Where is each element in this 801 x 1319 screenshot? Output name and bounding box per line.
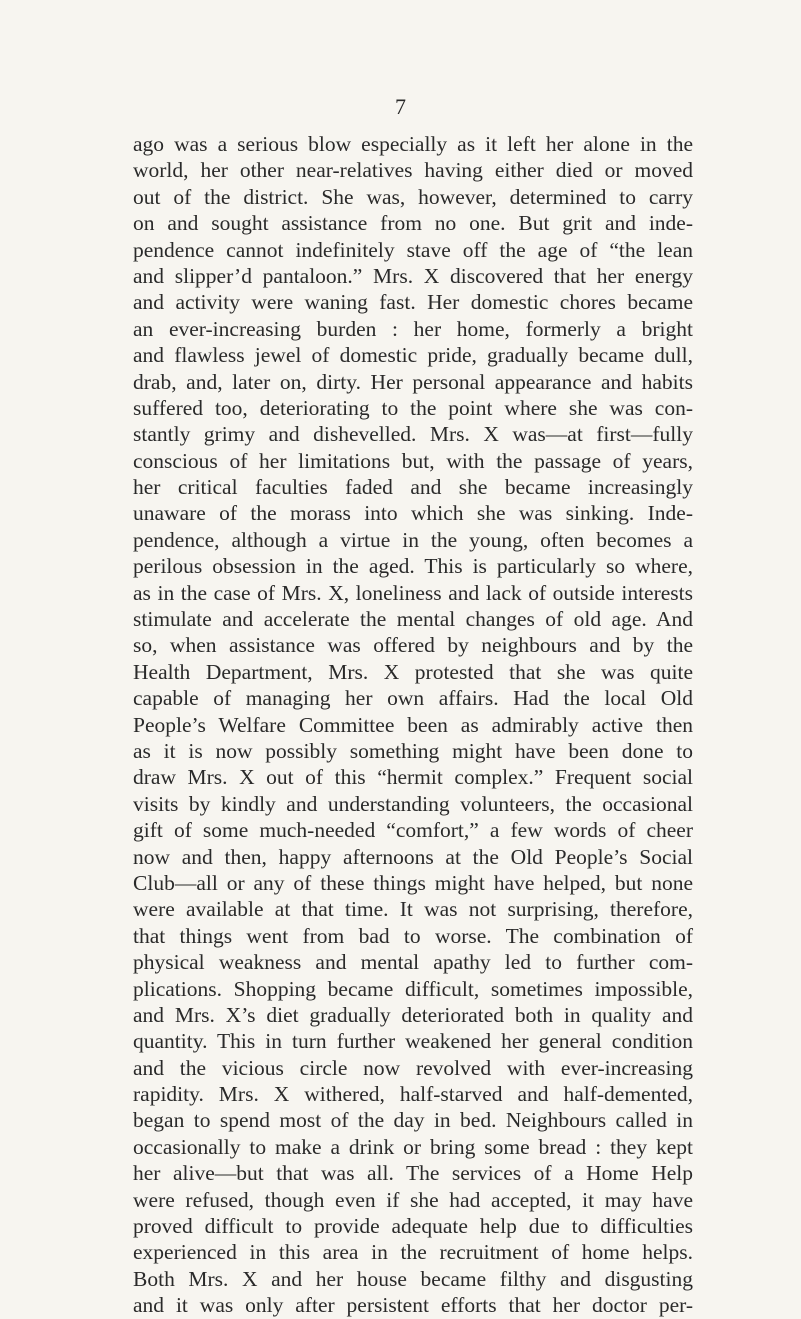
text-line: and activity were waning fast. Her domestic chores became — [133, 290, 693, 315]
text-line: ago was a serious blow especially as it left her alone in the — [133, 132, 693, 156]
text-line: were available at that time. It was not surprising, therefore, — [133, 897, 693, 922]
text-line: world, her other near-relatives having either died or moved — [133, 158, 693, 183]
text-line: Club—all or any of these things might have helped, but none — [133, 870, 693, 895]
text-line: quantity. This in turn further weakened her general condition — [133, 1029, 693, 1054]
text-line: gift of some much-needed “comfort,” a few words of cheer — [133, 818, 693, 843]
text-line: as in the case of Mrs. X, loneliness and lack of outside interests — [133, 580, 693, 605]
text-line: proved difficult to provide adequate help due to difficulties — [133, 1214, 693, 1239]
text-line: began to spend most of the day in bed. Neighbours called in — [133, 1108, 693, 1133]
text-line: and it was only after persistent efforts that her doctor per- — [133, 1293, 693, 1318]
text-line: and flawless jewel of domestic pride, gradually became dull, — [133, 343, 693, 368]
text-line: out of the district. She was, however, determined to carry — [133, 184, 693, 209]
text-line: stimulate and accelerate the mental changes of old age. And — [133, 607, 693, 632]
body-text — [133, 131, 693, 1319]
text-line: rapidity. Mrs. X withered, half-starved and half-demented, — [133, 1082, 693, 1107]
text-line: capable of managing her own affairs. Had the local Old — [133, 686, 693, 711]
text-line: experienced in this area in the recruitment of home helps. — [133, 1240, 693, 1265]
text-line: and slipper’d pantaloon.” Mrs. X discovered that her energy — [133, 263, 693, 288]
text-line: her alive—but that was all. The services of a Home Help — [133, 1161, 693, 1186]
text-line: visits by kindly and understanding volunteers, the occasional — [133, 791, 693, 816]
text-line: and Mrs. X’s diet gradually deteriorated both in quality and — [133, 1002, 693, 1027]
text-line: as it is now possibly something might have been done to — [133, 738, 693, 763]
text-line: her critical faculties faded and she became increasingly — [133, 475, 693, 500]
text-line: pendence, although a virtue in the young, often becomes a — [133, 527, 693, 552]
page-number: 7 — [395, 94, 406, 119]
text-line: stantly grimy and dishevelled. Mrs. X was—at first—fully — [133, 422, 693, 447]
text-line: Both Mrs. X and her house became filthy and disgusting — [133, 1266, 693, 1291]
text-line: and the vicious circle now revolved with ever-increasing — [133, 1055, 693, 1080]
text-line: pendence cannot indefinitely stave off the age of “the lean — [133, 237, 693, 262]
text-line: People’s Welfare Committee been as admirably active then — [133, 712, 693, 737]
text-line: drab, and, later on, dirty. Her personal appearance and habits — [133, 369, 693, 394]
text-line: that things went from bad to worse. The combination of — [133, 923, 693, 948]
text-line: now and then, happy afternoons at the Old People’s Social — [133, 844, 693, 869]
text-line: were refused, though even if she had accepted, it may have — [133, 1187, 693, 1212]
text-line: conscious of her limitations but, with the passage of years, — [133, 448, 693, 473]
text-line: unaware of the morass into which she was sinking. Inde- — [133, 501, 693, 526]
text-line: Health Department, Mrs. X protested that she was quite — [133, 659, 693, 684]
text-line: perilous obsession in the aged. This is particularly so where, — [133, 554, 693, 579]
text-line: suffered too, deteriorating to the point where she was con- — [133, 395, 693, 420]
text-line: so, when assistance was offered by neighbours and by the — [133, 633, 693, 658]
text-line: on and sought assistance from no one. But grit and inde- — [133, 211, 693, 236]
text-line: draw Mrs. X out of this “hermit complex.” Frequent social — [133, 765, 693, 790]
text-line: occasionally to make a drink or bring some bread : they kept — [133, 1134, 693, 1159]
text-line: physical weakness and mental apathy led to further com- — [133, 950, 693, 975]
text-line: plications. Shopping became difficult, sometimes impossible, — [133, 976, 693, 1001]
text-line: an ever-increasing burden : her home, formerly a bright — [133, 316, 693, 341]
